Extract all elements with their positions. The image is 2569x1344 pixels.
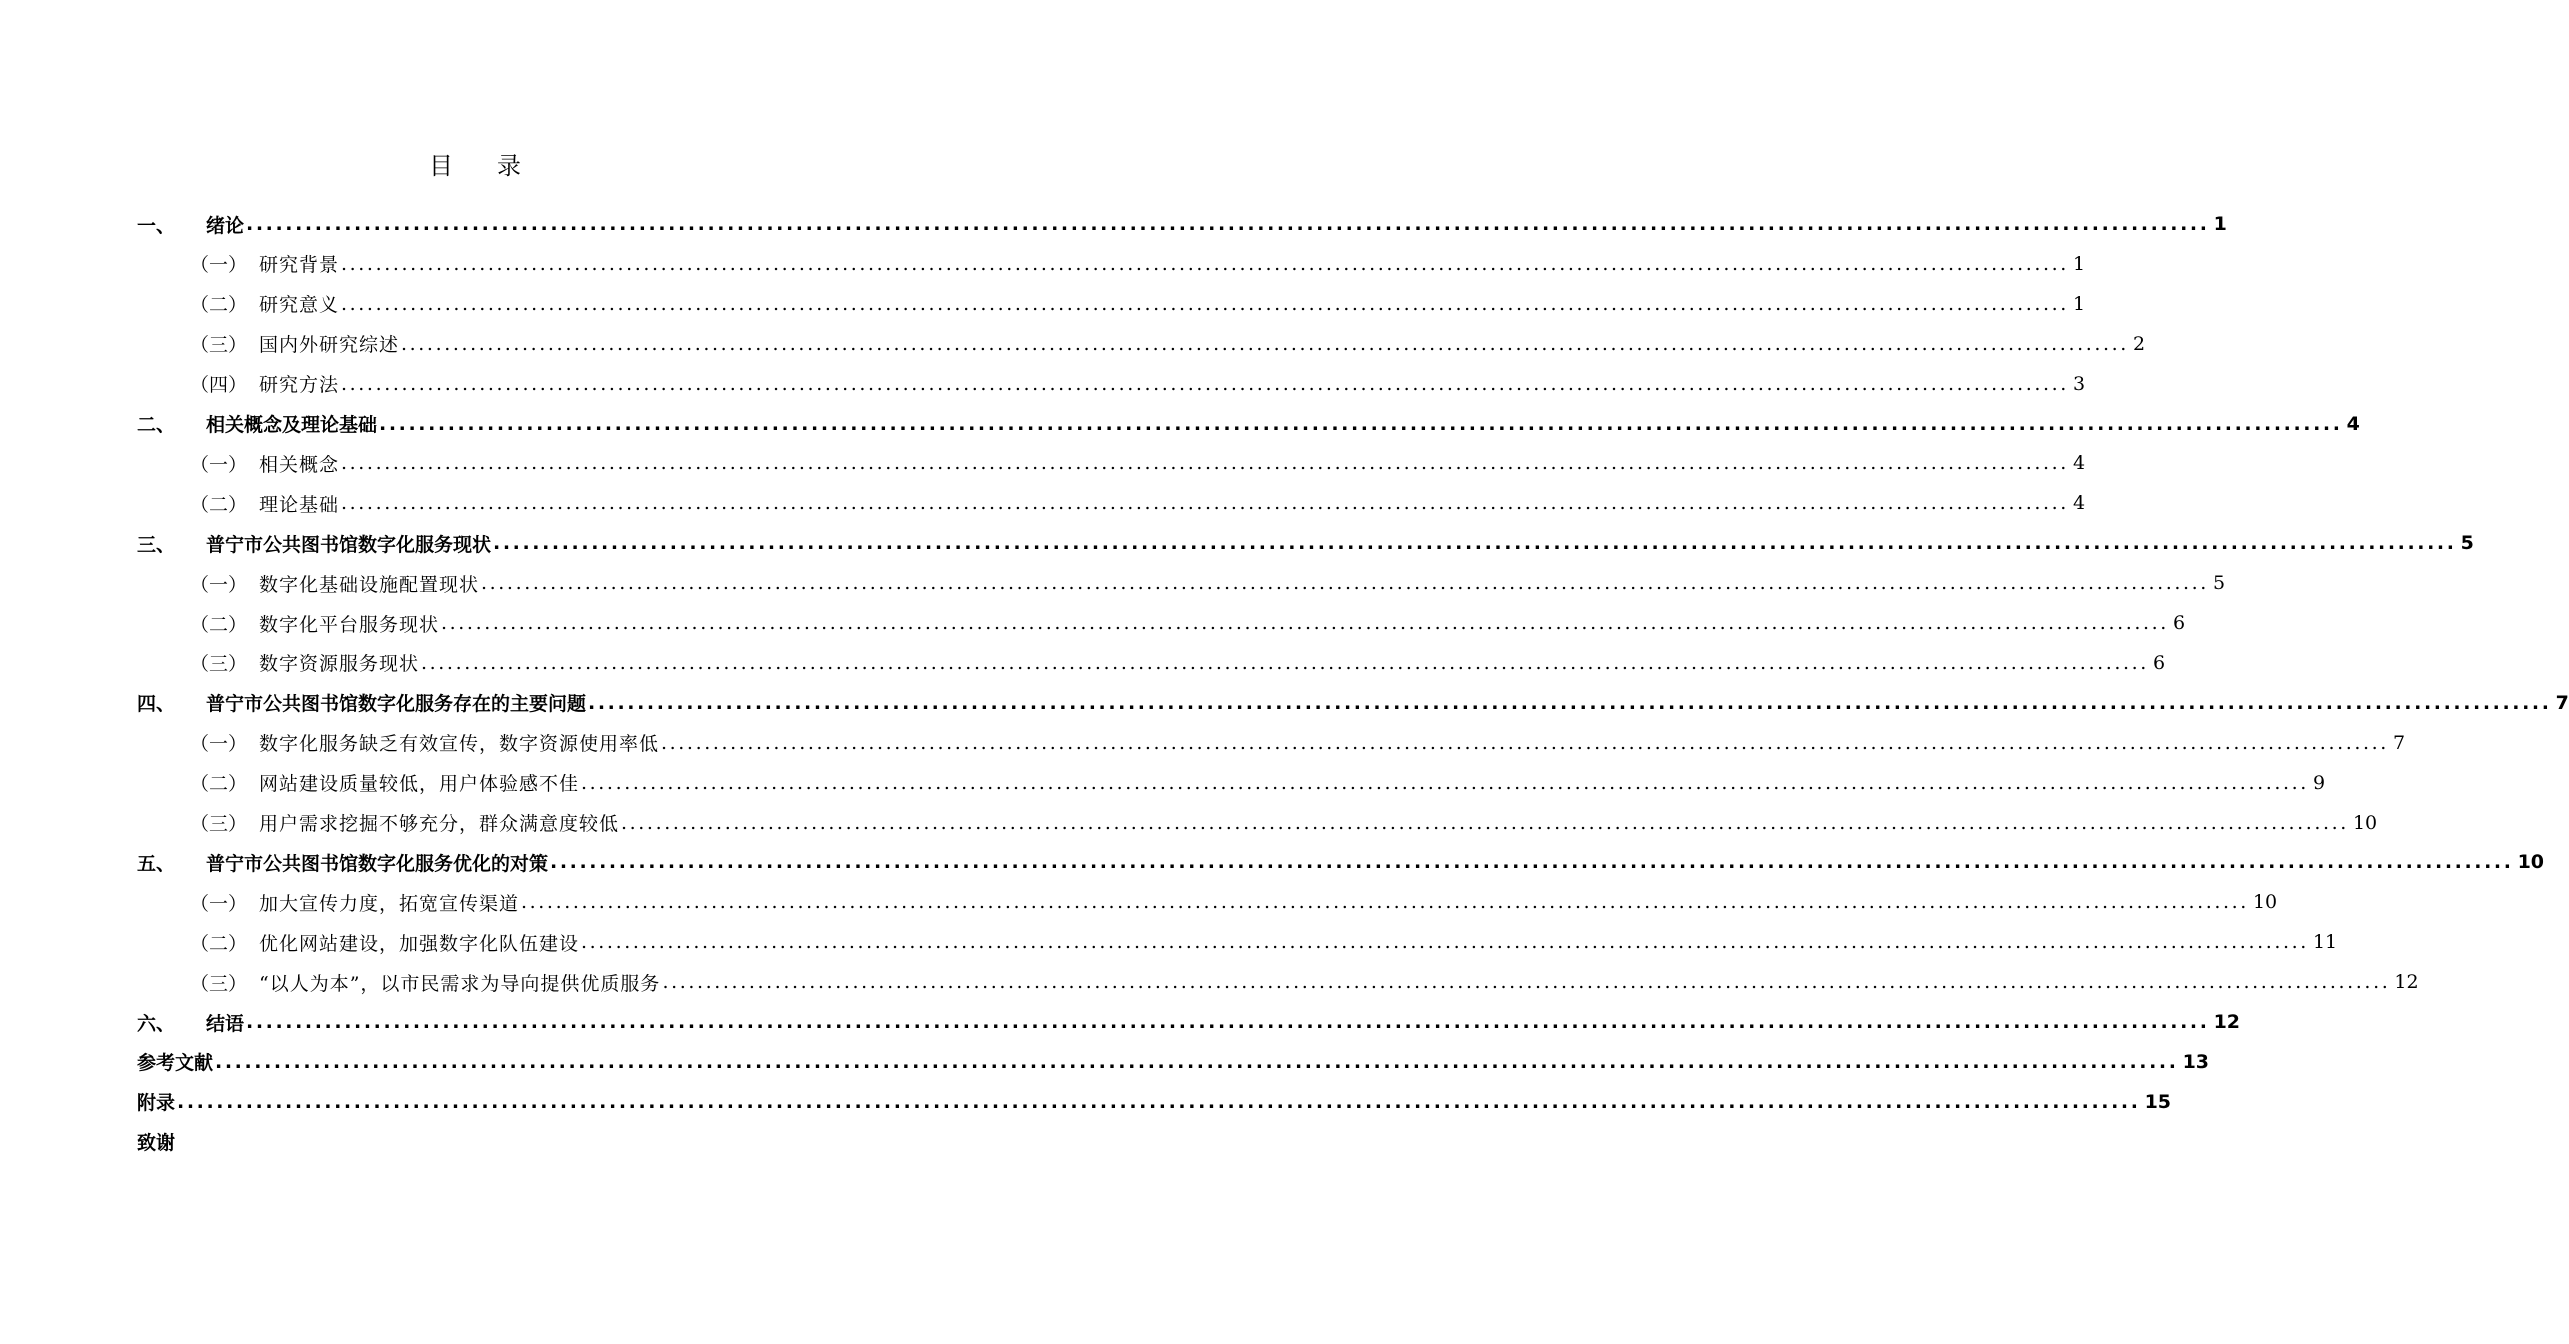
- toc-dot-leader: ........................................................................................................................................................................................................: [401, 332, 2129, 355]
- toc-entry-page-number: 9: [2312, 771, 2326, 794]
- toc-entry-page-number: 4: [2072, 492, 2086, 515]
- toc-entry-number: 二、: [137, 414, 176, 436]
- toc-dot-leader: ........................................................................................................................................................................................................: [421, 651, 2149, 674]
- toc-entry-title: 致谢: [137, 1132, 176, 1155]
- toc-entry-title: 结语: [206, 1012, 245, 1035]
- toc-entry-number: （二）: [190, 294, 248, 317]
- toc-dot-leader: ........................................................................................................................................................................................................: [662, 971, 2391, 994]
- toc-dot-leader: ........................................................................................................................................................................................................: [550, 851, 2514, 874]
- toc-entry: [0, 1082, 2172, 1122]
- toc-entry-page-number: 5: [2212, 572, 2226, 595]
- toc-entry-page-number: 3: [2072, 372, 2086, 395]
- toc-entry-page-number: 15: [2144, 1090, 2172, 1113]
- toc-entry-page-number: 1: [2072, 252, 2086, 275]
- toc-entry-number: （三）: [190, 653, 248, 676]
- toc-entry-page-number: 5: [2460, 532, 2474, 555]
- toc-entry-title: 普宁市公共图书馆数字化服务优化的对策: [206, 852, 549, 875]
- toc-entry-title: 绪论: [206, 214, 245, 237]
- toc-entry-number: （一）: [190, 733, 248, 756]
- toc-entry-number: （二）: [190, 613, 248, 636]
- toc-dot-leader: ........................................................................................................................................................................................................: [341, 452, 2069, 475]
- toc-entry: [0, 643, 2166, 683]
- toc-entry-title: 国内外研究综述: [259, 334, 400, 357]
- toc-entry-page-number: 2: [2132, 332, 2146, 355]
- toc-entry: [0, 1002, 2241, 1042]
- toc-entry: [0, 842, 2545, 882]
- toc-entry-page-number: 11: [2312, 931, 2338, 954]
- toc-entry-title: 数字化平台服务现状: [259, 613, 440, 636]
- toc-entry-title: 普宁市公共图书馆数字化服务存在的主要问题: [206, 693, 587, 716]
- toc-entry-number: （二）: [190, 773, 248, 796]
- toc-entry: [0, 882, 2278, 922]
- toc-entry-title: 加大宣传力度，拓宽宣传渠道: [259, 892, 520, 915]
- toc-dot-leader: ........................................................................................................................................................................................................: [215, 1050, 2179, 1073]
- toc-dot-leader: ........................................................................................................................................................................................................: [341, 492, 2069, 515]
- toc-entry: [0, 683, 2569, 723]
- toc-entry: [0, 364, 2086, 404]
- toc-entry: [0, 404, 2360, 444]
- toc-entry-number: （一）: [190, 254, 248, 277]
- toc-title: [0, 146, 950, 181]
- toc-entry: [0, 962, 2419, 1002]
- toc-dot-leader: ........................................................................................................................................................................................................: [246, 1011, 2210, 1033]
- toc-dot-leader: ........................................................................................................................................................................................................: [581, 771, 2309, 794]
- toc-entry-title: 附录: [137, 1092, 176, 1115]
- toc-entry-title: 数字化基础设施配置现状: [259, 573, 480, 596]
- toc-entry-page-number: 6: [2172, 612, 2186, 634]
- toc-entry-page-number: 10: [2252, 891, 2278, 914]
- toc-entry-page-number: 7: [2392, 731, 2406, 754]
- toc-entry-number: （四）: [190, 374, 248, 397]
- toc-entry-number: 六、: [137, 1012, 176, 1035]
- toc-entry: [0, 922, 2338, 962]
- toc-entry: [0, 443, 2086, 483]
- toc-entry-title: 研究背景: [259, 254, 340, 277]
- toc-dot-leader: ........................................................................................................................................................................................................: [379, 412, 2343, 435]
- toc-title-char-1: 目: [429, 152, 453, 180]
- toc-entry: [0, 563, 2226, 603]
- toc-dot-leader: ........................................................................................................................................................................................................: [621, 811, 2349, 834]
- toc-entry-number: （二）: [190, 493, 248, 516]
- toc-entry-title: 研究方法: [259, 374, 340, 397]
- toc-dot-leader: ........................................................................................................................................................................................................: [493, 532, 2457, 555]
- toc-entry-number: （一）: [190, 453, 248, 476]
- toc-entry-title: 相关概念及理论基础: [206, 414, 378, 436]
- toc-dot-leader: ........................................................................................................................................................................................................: [481, 572, 2209, 595]
- toc-entry-title: 相关概念: [259, 453, 340, 476]
- toc-entry: [0, 763, 2326, 803]
- toc-entry: [0, 723, 2406, 763]
- toc-entry-number: 三、: [137, 533, 176, 556]
- toc-dot-leader: ........................................................................................................................................................................................................: [341, 292, 2069, 315]
- toc-entry-page-number: 4: [2346, 412, 2360, 435]
- toc-dot-leader: ........................................................................................................................................................................................................: [246, 213, 2210, 235]
- toc-entry-title: 优化网站建设，加强数字化队伍建设: [259, 932, 580, 955]
- toc-entry-page-number: 6: [2152, 651, 2166, 674]
- toc-entry-page-number: 1: [2213, 213, 2227, 235]
- toc-entry-page-number: 12: [2213, 1011, 2241, 1033]
- toc-entry: [0, 1122, 950, 1162]
- toc-entry: [0, 603, 2186, 643]
- toc-entry-number: 四、: [137, 693, 176, 716]
- toc-entry-title: “以人为本”，以市民需求为导向提供优质服务: [259, 972, 661, 995]
- toc-entry-title: 用户需求挖掘不够充分，群众满意度较低: [259, 813, 620, 835]
- toc-entry-number: （二）: [190, 932, 248, 955]
- toc-dot-leader: ........................................................................................................................................................................................................: [588, 691, 2552, 714]
- toc-entry: [0, 324, 2146, 364]
- toc-entry-page-number: 13: [2182, 1050, 2210, 1073]
- toc-dot-leader: ........................................................................................................................................................................................................: [661, 731, 2389, 754]
- toc-title-char-2: 录: [497, 152, 521, 180]
- toc-dot-leader: ........................................................................................................................................................................................................: [341, 372, 2069, 395]
- toc-entry: [0, 244, 2086, 284]
- toc-entry-title: 数字资源服务现状: [259, 653, 420, 676]
- toc-entry-number: （三）: [190, 972, 248, 995]
- toc-entry-title: 理论基础: [259, 493, 340, 516]
- toc-entry-number: （一）: [190, 573, 248, 596]
- toc-entry-title: 研究意义: [259, 294, 340, 317]
- toc-dot-leader: ........................................................................................................................................................................................................: [581, 931, 2309, 954]
- toc-entry-page-number: 1: [2072, 292, 2086, 315]
- toc-entry: [0, 204, 2227, 244]
- toc-entry-page-number: 12: [2394, 971, 2419, 994]
- toc-entry: [0, 523, 2474, 563]
- toc-entry-title: 参考文献: [137, 1052, 214, 1075]
- toc-entry: [0, 803, 2378, 843]
- toc-entry-page-number: 10: [2352, 811, 2378, 834]
- toc-entry: [0, 1042, 2210, 1082]
- toc-entry-title: 普宁市公共图书馆数字化服务现状: [206, 533, 492, 556]
- toc-entry: [0, 483, 2086, 523]
- toc-dot-leader: ........................................................................................................................................................................................................: [441, 612, 2169, 634]
- toc-entry-title: 数字化服务缺乏有效宣传，数字资源使用率低: [259, 733, 660, 756]
- toc-entry: [0, 284, 2086, 324]
- toc-dot-leader: ........................................................................................................................................................................................................: [341, 252, 2069, 275]
- toc-dot-leader: ........................................................................................................................................................................................................: [521, 891, 2249, 914]
- toc-entry-title: 网站建设质量较低，用户体验感不佳: [259, 773, 580, 796]
- toc-entry-number: 一、: [137, 214, 176, 237]
- toc-entry-number: （三）: [190, 813, 248, 835]
- toc-entry-page-number: 10: [2517, 851, 2545, 874]
- toc-entry-page-number: 7: [2555, 691, 2569, 714]
- toc-dot-leader: ........................................................................................................................................................................................................: [177, 1090, 2141, 1113]
- toc-entry-number: （一）: [190, 892, 248, 915]
- toc-entry-number: 五、: [137, 852, 176, 875]
- toc-entry-number: （三）: [190, 334, 248, 357]
- toc-entry-page-number: 4: [2072, 452, 2086, 475]
